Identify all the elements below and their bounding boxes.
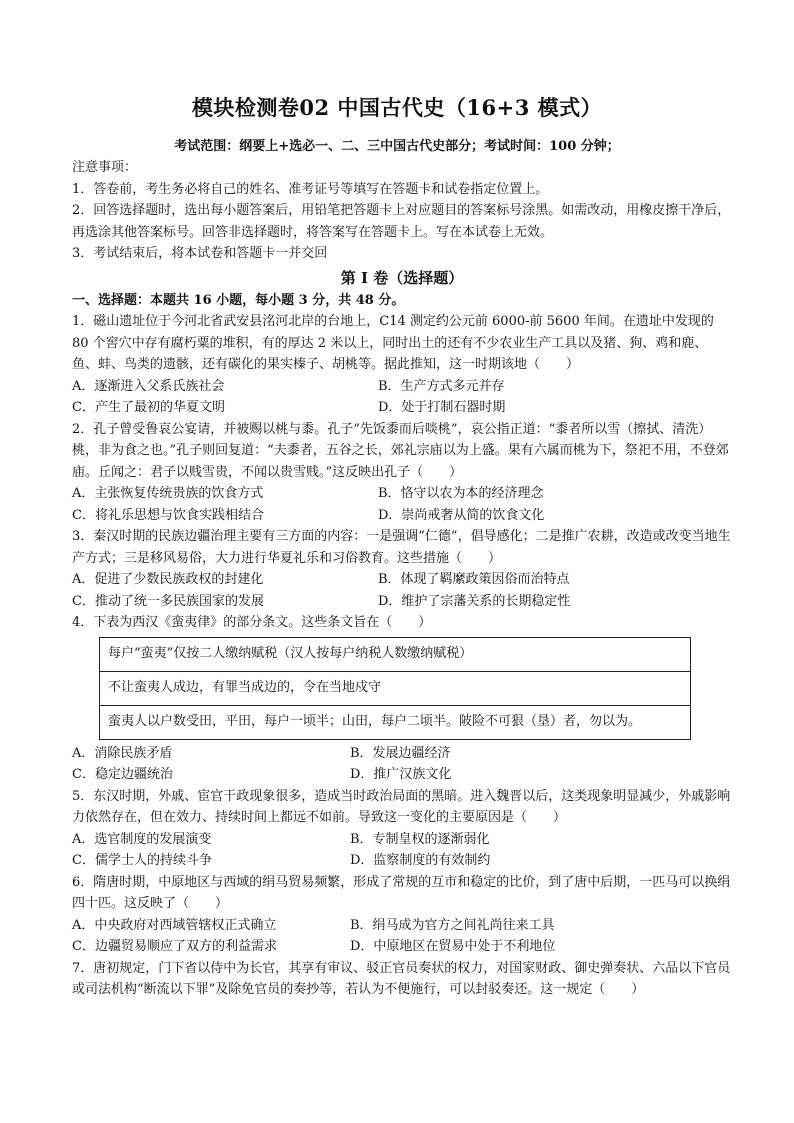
- options: [72, 569, 732, 612]
- option-d[interactable]: D．推广汉族文化: [350, 767, 452, 782]
- note-item: 3．考试结束后，将本试卷和答题卡一并交回: [72, 246, 328, 261]
- table-cell: 每户“蛮夷”仅按二人缴纳赋税（汉人按每户纳税人数缴纳赋税）: [100, 637, 691, 671]
- options: [72, 376, 732, 419]
- question-stem: 7．唐初规定，门下省以侍中为长官，其享有审议、驳正官员奏状的权力，对国家财政、御史弹奏状、六品以下官员或司法机构“断流以下罪”及除免官员的奏抄等，若认为不便施行，可以封驳奏还。这一规定（ ）: [72, 960, 731, 997]
- option-b[interactable]: B．发展边疆经济: [350, 745, 451, 761]
- table-cell: 蛮夷人以户数受田，平田，每户一顷半；山田，每户二顷半。陂险不可狠（垦）者，勿以为。: [100, 705, 691, 739]
- option-c[interactable]: C．稳定边疆统治: [72, 767, 173, 782]
- options: [72, 483, 732, 526]
- note-item: 2．回答选择题时，选出每小题答案后，用铅笔把答题卡上对应题目的答案标号涂黑。如需改动，用橡皮擦干净后，再选涂其他答案标号。回答非选择题时，将答案写在答题卡上。写在本试卷上无效。: [72, 203, 731, 240]
- option-c[interactable]: C．推动了统一多民族国家的发展: [72, 593, 264, 609]
- option-c[interactable]: C．将礼乐思想与饮食实践相结合: [72, 507, 264, 523]
- note-item: 1．答卷前，考生务必将自己的姓名、准考证号等填写在答题卡和试卷指定位置上。: [72, 181, 549, 197]
- option-d[interactable]: D．处于打制石器时期: [378, 400, 506, 415]
- option-b[interactable]: B．生产方式多元并存: [378, 378, 505, 394]
- question-stem: 2．孔子曾受鲁哀公宴请，并被赐以桃与黍。孔子“先饭黍而后啖桃”，哀公指正道：“黍者所以雪（擦拭、清洗）桃，非为食之也。”孔子则回复道：“夫黍者，五谷之长，郊礼宗庙以为上盛。果有六属而桃为下，祭祀不用，不登郊庙。丘闻之：君子以贱雪贵，不闻以贵雪贱。”这反映出孔子（ ）: [72, 421, 729, 480]
- table-row: [100, 671, 691, 705]
- option-c[interactable]: C．产生了最初的华夏文明: [72, 400, 225, 415]
- option-a[interactable]: A．逐渐进入父系氏族社会: [72, 378, 225, 394]
- exam-title: 模块检测卷02 中国古代史（16+3 模式）: [191, 95, 603, 120]
- question-stem: 5．东汉时期，外戚、宦官干政现象很多，造成当时政治局面的黑暗。进入魏晋以后，这类现象明显减少，外戚影响力依然存在，但在效力、持续时间上都远不如前。导致这一变化的主要原因是（ ）: [72, 788, 731, 825]
- section-instruction: 一、选择题：本题共 16 小题，每小题 3 分，共 48 分。: [72, 292, 405, 308]
- question-stem: 6．隋唐时期，中原地区与西域的绢马贸易频繁，形成了常规的互市和稳定的比价，到了唐中后期，一匹马可以换绢四十匹。这反映了（ ）: [72, 874, 731, 911]
- notes-heading: 注意事项：: [72, 160, 138, 175]
- question-6: [72, 872, 732, 958]
- section-title: 第 I 卷（选择题）: [340, 268, 464, 287]
- option-b[interactable]: B．恪守以农为本的经济理念: [378, 486, 544, 501]
- option-a[interactable]: A．促进了少数民族政权的封建化: [72, 572, 264, 587]
- question-5: [72, 786, 732, 872]
- option-d[interactable]: D．维护了宗藩关系的长期稳定性: [378, 593, 571, 609]
- question-3: [72, 526, 732, 612]
- option-a[interactable]: A．中央政府对西域管辖权正式确立: [72, 917, 277, 933]
- option-b[interactable]: B．专制皇权的逐渐弱化: [350, 831, 490, 847]
- question-1: [72, 311, 732, 419]
- option-a[interactable]: A．主张恢复传统贵族的饮食方式: [72, 486, 264, 501]
- option-c[interactable]: C．儒学士人的持续斗争: [72, 853, 212, 868]
- table-cell: 不让蛮夷人成边，有罪当成边的，令在当地戍守: [100, 671, 691, 705]
- option-d[interactable]: D．中原地区在贸易中处于不利地位: [350, 939, 556, 954]
- option-a[interactable]: A．消除民族矛盾: [72, 745, 173, 761]
- question-stem: 3．秦汉时期的民族边疆治理主要有三方面的内容：一是强调“仁德”，倡导感化；二是推广农耕，改造或改变当地生产方式；三是移风易俗，大力进行华夏礼乐和习俗教育。这些措施（ ）: [72, 529, 731, 566]
- exam-content: [72, 157, 732, 1001]
- table-row: [100, 705, 691, 739]
- law-table: [99, 637, 691, 740]
- question-4: [72, 612, 732, 786]
- question-2: [72, 419, 732, 527]
- question-stem: 4．下表为西汉《蛮夷律》的部分条文。这些条文旨在（ ）: [72, 615, 432, 630]
- option-d[interactable]: D．崇尚戒奢从简的饮食文化: [378, 507, 545, 523]
- question-stem: 1．磁山遗址位于今河北省武安县洺河北岸的台地上，C14 测定约公元前 6000-前 5600 年间。在遗址中发现的 80 个窖穴中存有腐朽粟的堆积，有的厚达 2 米以上，同时出土的还有不少农业生产工具以及猪、狗、鸡和鹿、鱼、蚌、鸟类的遗骸，还有碳化的果实榛子、胡桃等。据此推知，这一时期该地（ ）: [72, 314, 714, 372]
- options: [72, 743, 732, 786]
- options: [72, 915, 732, 958]
- option-a[interactable]: A．选官制度的发展演变: [72, 831, 212, 847]
- exam-range: 考试范围：纲要上+选必一、二、三中国古代史部分；考试时间：100 分钟；: [174, 139, 620, 154]
- options: [72, 829, 732, 872]
- option-b[interactable]: B．绢马成为官方之间礼尚往来工具: [350, 917, 555, 933]
- option-d[interactable]: D．监察制度的有效制约: [350, 853, 491, 868]
- option-c[interactable]: C．边疆贸易顺应了双方的利益需求: [72, 939, 277, 954]
- option-b[interactable]: B．体现了羁縻政策因俗而治特点: [378, 572, 570, 587]
- table-row: [100, 637, 691, 671]
- question-7: [72, 958, 732, 1001]
